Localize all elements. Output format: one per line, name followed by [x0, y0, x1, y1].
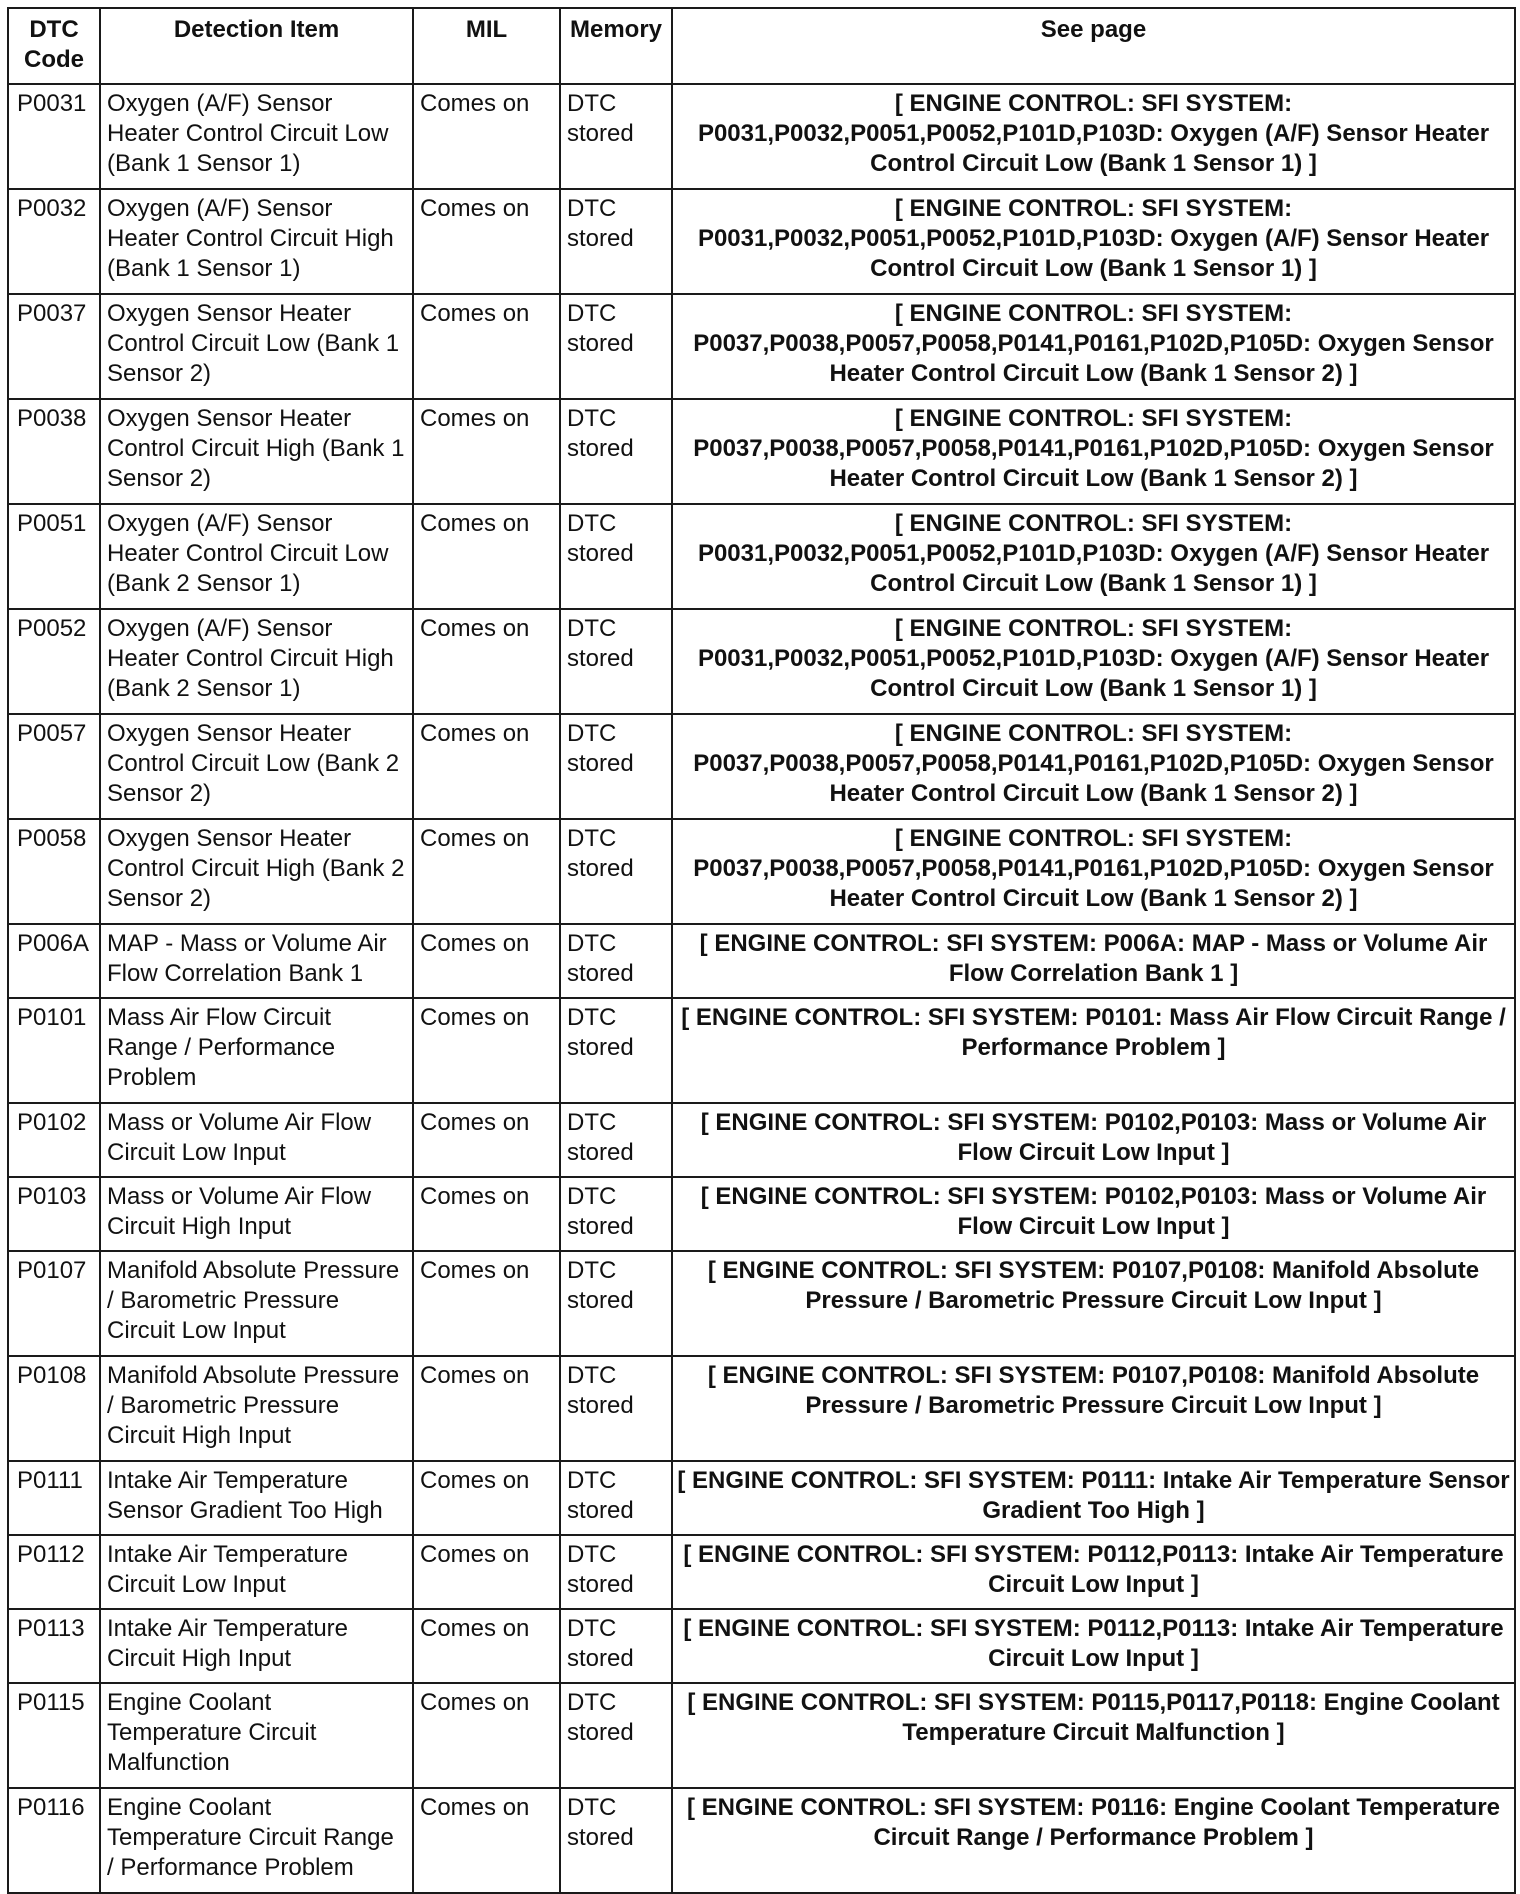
dtc-code-cell: P0112 [8, 1535, 100, 1609]
detection-item-cell: Intake Air Temperature Sensor Gradient Too High [100, 1461, 413, 1535]
detection-item-cell: Engine Coolant Temperature Circuit Range / Performance Problem [100, 1788, 413, 1893]
memory-cell: DTC stored [560, 1461, 672, 1535]
table-row [8, 189, 1515, 294]
see-page-link[interactable]: [ ENGINE CONTROL: SFI SYSTEM: P0102,P0103: Mass or Volume Air Flow Circuit Low Input ] [672, 1103, 1515, 1177]
dtc-code-cell: P006A [8, 924, 100, 998]
mil-cell: Comes on [413, 294, 560, 399]
detection-item-cell: Mass or Volume Air Flow Circuit Low Input [100, 1103, 413, 1177]
memory-cell: DTC stored [560, 1103, 672, 1177]
dtc-code-cell: P0057 [8, 714, 100, 819]
mil-cell: Comes on [413, 714, 560, 819]
table-row [8, 714, 1515, 819]
header-dtc-code: DTC Code [8, 8, 100, 84]
table-row [8, 924, 1515, 998]
table-row [8, 84, 1515, 189]
dtc-code-cell: P0107 [8, 1251, 100, 1356]
dtc-code-cell: P0113 [8, 1609, 100, 1683]
see-page-link[interactable]: [ ENGINE CONTROL: SFI SYSTEM: P0037,P0038,P0057,P0058,P0141,P0161,P102D,P105D: Oxygen Sensor Heater Control Circuit Low (Bank 1 Sensor 2) ] [672, 399, 1515, 504]
table-row [8, 819, 1515, 924]
memory-cell: DTC stored [560, 998, 672, 1103]
see-page-link[interactable]: [ ENGINE CONTROL: SFI SYSTEM: P0107,P0108: Manifold Absolute Pressure / Barometric Pressure Circuit Low Input ] [672, 1251, 1515, 1356]
header-see-page: See page [672, 8, 1515, 84]
dtc-code-cell: P0032 [8, 189, 100, 294]
dtc-code-cell: P0052 [8, 609, 100, 714]
dtc-code-cell: P0102 [8, 1103, 100, 1177]
dtc-code-cell: P0115 [8, 1683, 100, 1788]
see-page-link[interactable]: [ ENGINE CONTROL: SFI SYSTEM: P0115,P0117,P0118: Engine Coolant Temperature Circuit Malfunction ] [672, 1683, 1515, 1788]
memory-cell: DTC stored [560, 609, 672, 714]
mil-cell: Comes on [413, 1461, 560, 1535]
see-page-link[interactable]: [ ENGINE CONTROL: SFI SYSTEM: P0031,P0032,P0051,P0052,P101D,P103D: Oxygen (A/F) Sensor Heater Control Circuit Low (Bank 1 Sensor 1) ] [672, 609, 1515, 714]
detection-item-cell: Mass or Volume Air Flow Circuit High Input [100, 1177, 413, 1251]
detection-item-cell: Engine Coolant Temperature Circuit Malfunction [100, 1683, 413, 1788]
dtc-code-cell: P0038 [8, 399, 100, 504]
table-row [8, 1461, 1515, 1535]
see-page-link[interactable]: [ ENGINE CONTROL: SFI SYSTEM: P0107,P0108: Manifold Absolute Pressure / Barometric Pressure Circuit Low Input ] [672, 1356, 1515, 1461]
see-page-link[interactable]: [ ENGINE CONTROL: SFI SYSTEM: P0116: Engine Coolant Temperature Circuit Range / Performance Problem ] [672, 1788, 1515, 1893]
detection-item-cell: Oxygen Sensor Heater Control Circuit High (Bank 1 Sensor 2) [100, 399, 413, 504]
mil-cell: Comes on [413, 1177, 560, 1251]
detection-item-cell: Oxygen Sensor Heater Control Circuit Low (Bank 2 Sensor 2) [100, 714, 413, 819]
memory-cell: DTC stored [560, 294, 672, 399]
mil-cell: Comes on [413, 1103, 560, 1177]
see-page-link[interactable]: [ ENGINE CONTROL: SFI SYSTEM: P0102,P0103: Mass or Volume Air Flow Circuit Low Input ] [672, 1177, 1515, 1251]
dtc-code-cell: P0058 [8, 819, 100, 924]
dtc-code-cell: P0037 [8, 294, 100, 399]
table-row [8, 1609, 1515, 1683]
dtc-code-cell: P0111 [8, 1461, 100, 1535]
table-row [8, 399, 1515, 504]
detection-item-cell: Oxygen (A/F) Sensor Heater Control Circuit Low (Bank 1 Sensor 1) [100, 84, 413, 189]
dtc-table-container [7, 7, 1516, 1894]
header-detection-item: Detection Item [100, 8, 413, 84]
memory-cell: DTC stored [560, 189, 672, 294]
table-row [8, 1103, 1515, 1177]
dtc-code-cell: P0116 [8, 1788, 100, 1893]
header-memory: Memory [560, 8, 672, 84]
memory-cell: DTC stored [560, 1535, 672, 1609]
memory-cell: DTC stored [560, 924, 672, 998]
dtc-code-cell: P0031 [8, 84, 100, 189]
memory-cell: DTC stored [560, 84, 672, 189]
header-mil: MIL [413, 8, 560, 84]
see-page-link[interactable]: [ ENGINE CONTROL: SFI SYSTEM: P0031,P0032,P0051,P0052,P101D,P103D: Oxygen (A/F) Sensor Heater Control Circuit Low (Bank 1 Sensor 1) ] [672, 504, 1515, 609]
dtc-code-cell: P0108 [8, 1356, 100, 1461]
table-row [8, 609, 1515, 714]
detection-item-cell: MAP - Mass or Volume Air Flow Correlation Bank 1 [100, 924, 413, 998]
see-page-link[interactable]: [ ENGINE CONTROL: SFI SYSTEM: P0112,P0113: Intake Air Temperature Circuit Low Input ] [672, 1609, 1515, 1683]
memory-cell: DTC stored [560, 1609, 672, 1683]
detection-item-cell: Intake Air Temperature Circuit Low Input [100, 1535, 413, 1609]
mil-cell: Comes on [413, 1788, 560, 1893]
header-row [8, 8, 1515, 84]
mil-cell: Comes on [413, 1609, 560, 1683]
detection-item-cell: Oxygen (A/F) Sensor Heater Control Circuit Low (Bank 2 Sensor 1) [100, 504, 413, 609]
mil-cell: Comes on [413, 189, 560, 294]
detection-item-cell: Oxygen Sensor Heater Control Circuit Low (Bank 1 Sensor 2) [100, 294, 413, 399]
mil-cell: Comes on [413, 399, 560, 504]
mil-cell: Comes on [413, 819, 560, 924]
table-row [8, 1251, 1515, 1356]
detection-item-cell: Oxygen (A/F) Sensor Heater Control Circuit High (Bank 1 Sensor 1) [100, 189, 413, 294]
mil-cell: Comes on [413, 1356, 560, 1461]
memory-cell: DTC stored [560, 504, 672, 609]
mil-cell: Comes on [413, 1535, 560, 1609]
table-row [8, 1177, 1515, 1251]
dtc-code-cell: P0101 [8, 998, 100, 1103]
see-page-link[interactable]: [ ENGINE CONTROL: SFI SYSTEM: P0031,P0032,P0051,P0052,P101D,P103D: Oxygen (A/F) Sensor Heater Control Circuit Low (Bank 1 Sensor 1) ] [672, 189, 1515, 294]
table-row [8, 1356, 1515, 1461]
dtc-code-cell: P0051 [8, 504, 100, 609]
see-page-link[interactable]: [ ENGINE CONTROL: SFI SYSTEM: P006A: MAP - Mass or Volume Air Flow Correlation Bank 1 ] [672, 924, 1515, 998]
see-page-link[interactable]: [ ENGINE CONTROL: SFI SYSTEM: P0031,P0032,P0051,P0052,P101D,P103D: Oxygen (A/F) Sensor Heater Control Circuit Low (Bank 1 Sensor 1) ] [672, 84, 1515, 189]
table-row [8, 294, 1515, 399]
table-row [8, 1683, 1515, 1788]
table-row [8, 504, 1515, 609]
detection-item-cell: Manifold Absolute Pressure / Barometric Pressure Circuit High Input [100, 1356, 413, 1461]
table-row [8, 1535, 1515, 1609]
dtc-code-cell: P0103 [8, 1177, 100, 1251]
table-row [8, 1788, 1515, 1893]
see-page-link[interactable]: [ ENGINE CONTROL: SFI SYSTEM: P0037,P0038,P0057,P0058,P0141,P0161,P102D,P105D: Oxygen Sensor Heater Control Circuit Low (Bank 1 Sensor 2) ] [672, 819, 1515, 924]
see-page-link[interactable]: [ ENGINE CONTROL: SFI SYSTEM: P0112,P0113: Intake Air Temperature Circuit Low Input ] [672, 1535, 1515, 1609]
table-row [8, 998, 1515, 1103]
mil-cell: Comes on [413, 998, 560, 1103]
memory-cell: DTC stored [560, 1251, 672, 1356]
detection-item-cell: Intake Air Temperature Circuit High Input [100, 1609, 413, 1683]
detection-item-cell: Oxygen Sensor Heater Control Circuit High (Bank 2 Sensor 2) [100, 819, 413, 924]
memory-cell: DTC stored [560, 1177, 672, 1251]
detection-item-cell: Oxygen (A/F) Sensor Heater Control Circuit High (Bank 2 Sensor 1) [100, 609, 413, 714]
see-page-link[interactable]: [ ENGINE CONTROL: SFI SYSTEM: P0101: Mass Air Flow Circuit Range / Performance Problem ] [672, 998, 1515, 1103]
mil-cell: Comes on [413, 504, 560, 609]
detection-item-cell: Mass Air Flow Circuit Range / Performance Problem [100, 998, 413, 1103]
mil-cell: Comes on [413, 924, 560, 998]
memory-cell: DTC stored [560, 1683, 672, 1788]
mil-cell: Comes on [413, 609, 560, 714]
mil-cell: Comes on [413, 1251, 560, 1356]
see-page-link[interactable]: [ ENGINE CONTROL: SFI SYSTEM: P0037,P0038,P0057,P0058,P0141,P0161,P102D,P105D: Oxygen Sensor Heater Control Circuit Low (Bank 1 Sensor 2) ] [672, 714, 1515, 819]
memory-cell: DTC stored [560, 1788, 672, 1893]
memory-cell: DTC stored [560, 714, 672, 819]
memory-cell: DTC stored [560, 819, 672, 924]
see-page-link[interactable]: [ ENGINE CONTROL: SFI SYSTEM: P0111: Intake Air Temperature Sensor Gradient Too High ] [672, 1461, 1515, 1535]
detection-item-cell: Manifold Absolute Pressure / Barometric Pressure Circuit Low Input [100, 1251, 413, 1356]
mil-cell: Comes on [413, 84, 560, 189]
memory-cell: DTC stored [560, 399, 672, 504]
dtc-table [7, 7, 1516, 1894]
see-page-link[interactable]: [ ENGINE CONTROL: SFI SYSTEM: P0037,P0038,P0057,P0058,P0141,P0161,P102D,P105D: Oxygen Sensor Heater Control Circuit Low (Bank 1 Sensor 2) ] [672, 294, 1515, 399]
mil-cell: Comes on [413, 1683, 560, 1788]
memory-cell: DTC stored [560, 1356, 672, 1461]
